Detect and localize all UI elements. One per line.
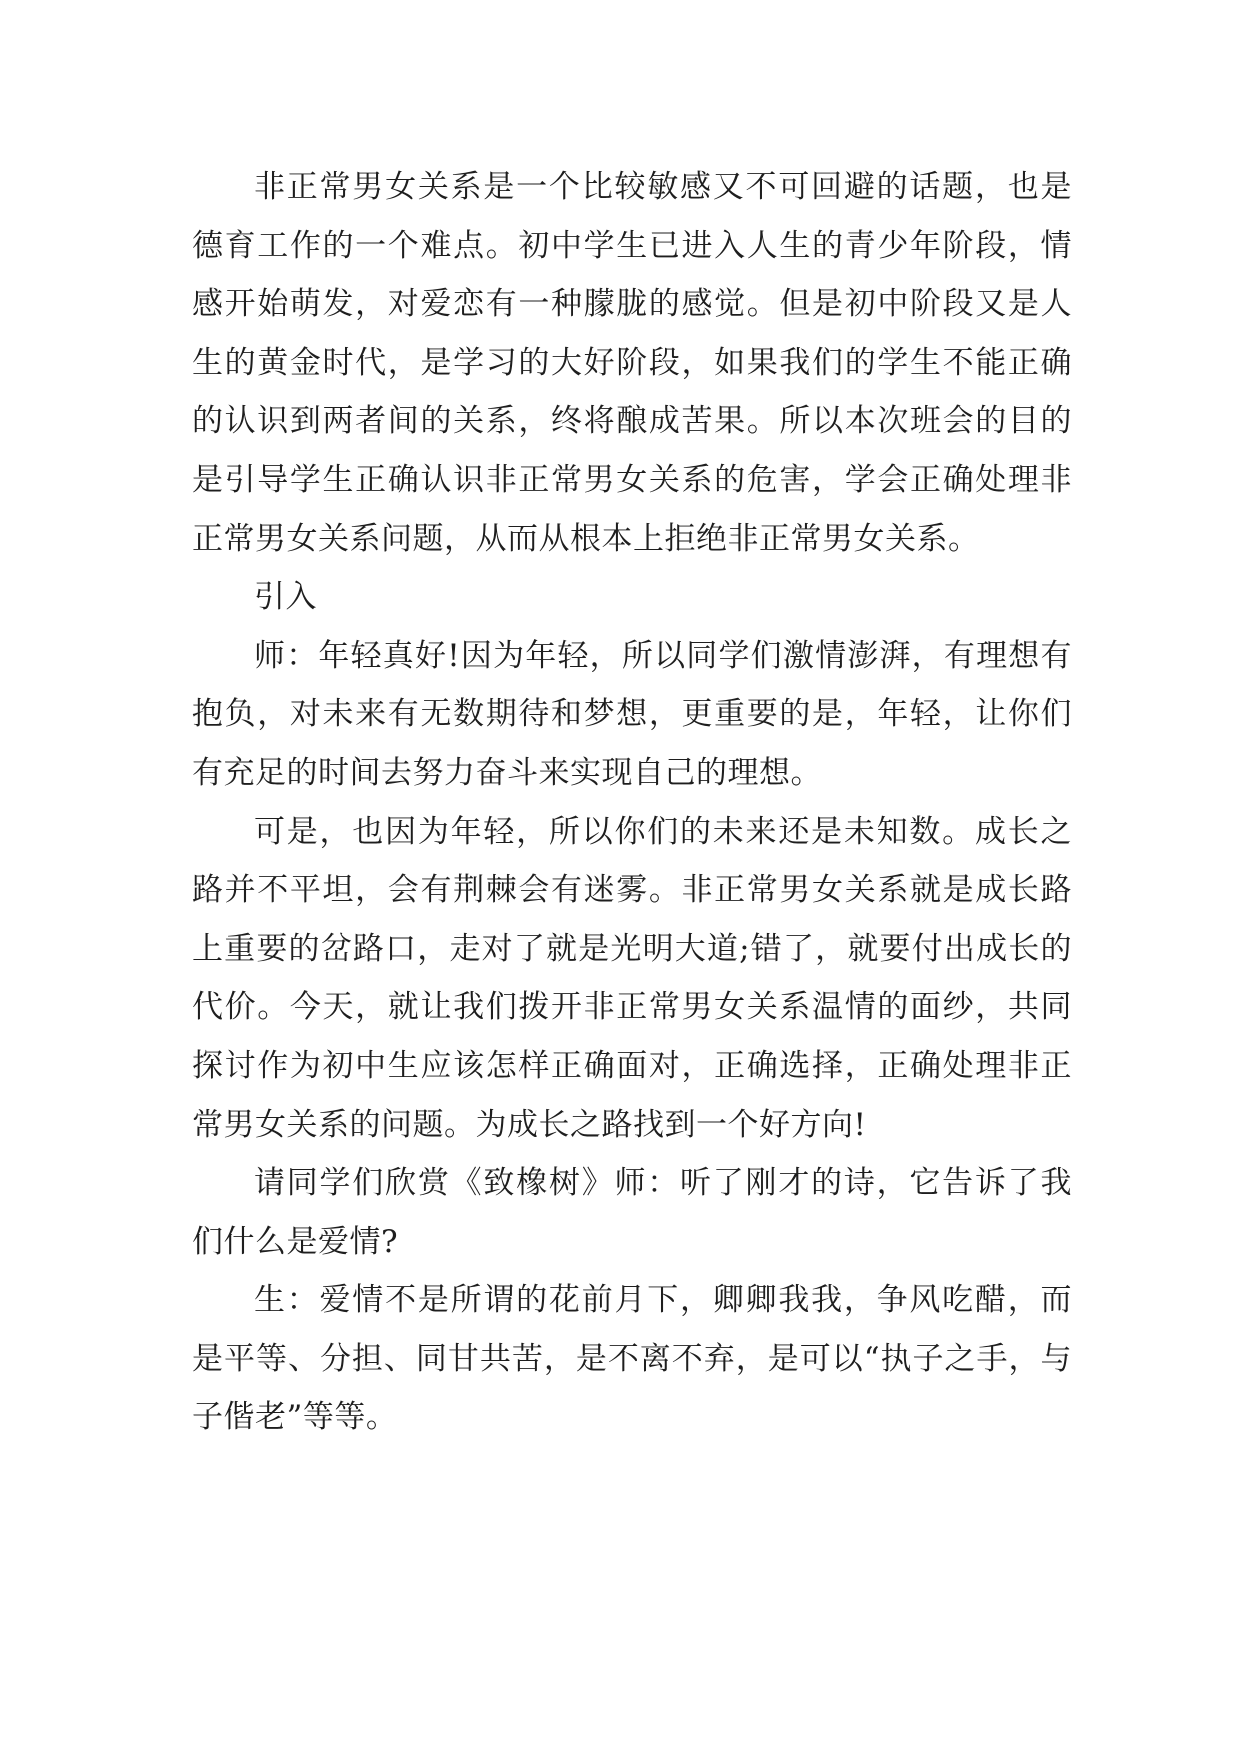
- paragraph-teacher-growth: 可是，也因为年轻，所以你们的未来还是未知数。成长之路并不平坦，会有荆棘会有迷雾。非正常男女关系就是成长路上重要的岔路口，走对了就是光明大道;错了，就要付出成长的代价。今天，就让我们拨开非正常男女关系温情的面纱，共同探讨作为初中生应该怎样正确面对，正确选择，正确处理非正常男女关系的问题。为成长之路找到一个好方向!: [192, 813, 1072, 1143]
- document-body: [192, 158, 1072, 1447]
- paragraph-student-answer: 生：爱情不是所谓的花前月下，卿卿我我，争风吃醋，而是平等、分担、同甘共苦，是不离不弃，是可以“执子之手，与子偕老”等等。: [192, 1282, 1072, 1436]
- paragraph-teacher-opening: 师：年轻真好!因为年轻，所以同学们激情澎湃，有理想有抱负，对未来有无数期待和梦想，更重要的是，年轻，让你们有充足的时间去努力奋斗来实现自己的理想。: [192, 637, 1072, 791]
- paragraph-poem-question: 请同学们欣赏《致橡树》师：听了刚才的诗，它告诉了我们什么是爱情?: [192, 1165, 1072, 1260]
- paragraph-intro: 非正常男女关系是一个比较敏感又不可回避的话题，也是德育工作的一个难点。初中学生已进入人生的青少年阶段，情感开始萌发，对爱恋有一种朦胧的感觉。但是初中阶段又是人生的黄金时代，是学习的大好阶段，如果我们的学生不能正确的认识到两者间的关系，终将酿成苦果。所以本次班会的目的是引导学生正确认识非正常男女关系的危害，学会正确处理非正常男女关系问题，从而从根本上拒绝非正常男女关系。: [192, 169, 1072, 557]
- section-heading-introduction: 引入: [254, 579, 317, 616]
